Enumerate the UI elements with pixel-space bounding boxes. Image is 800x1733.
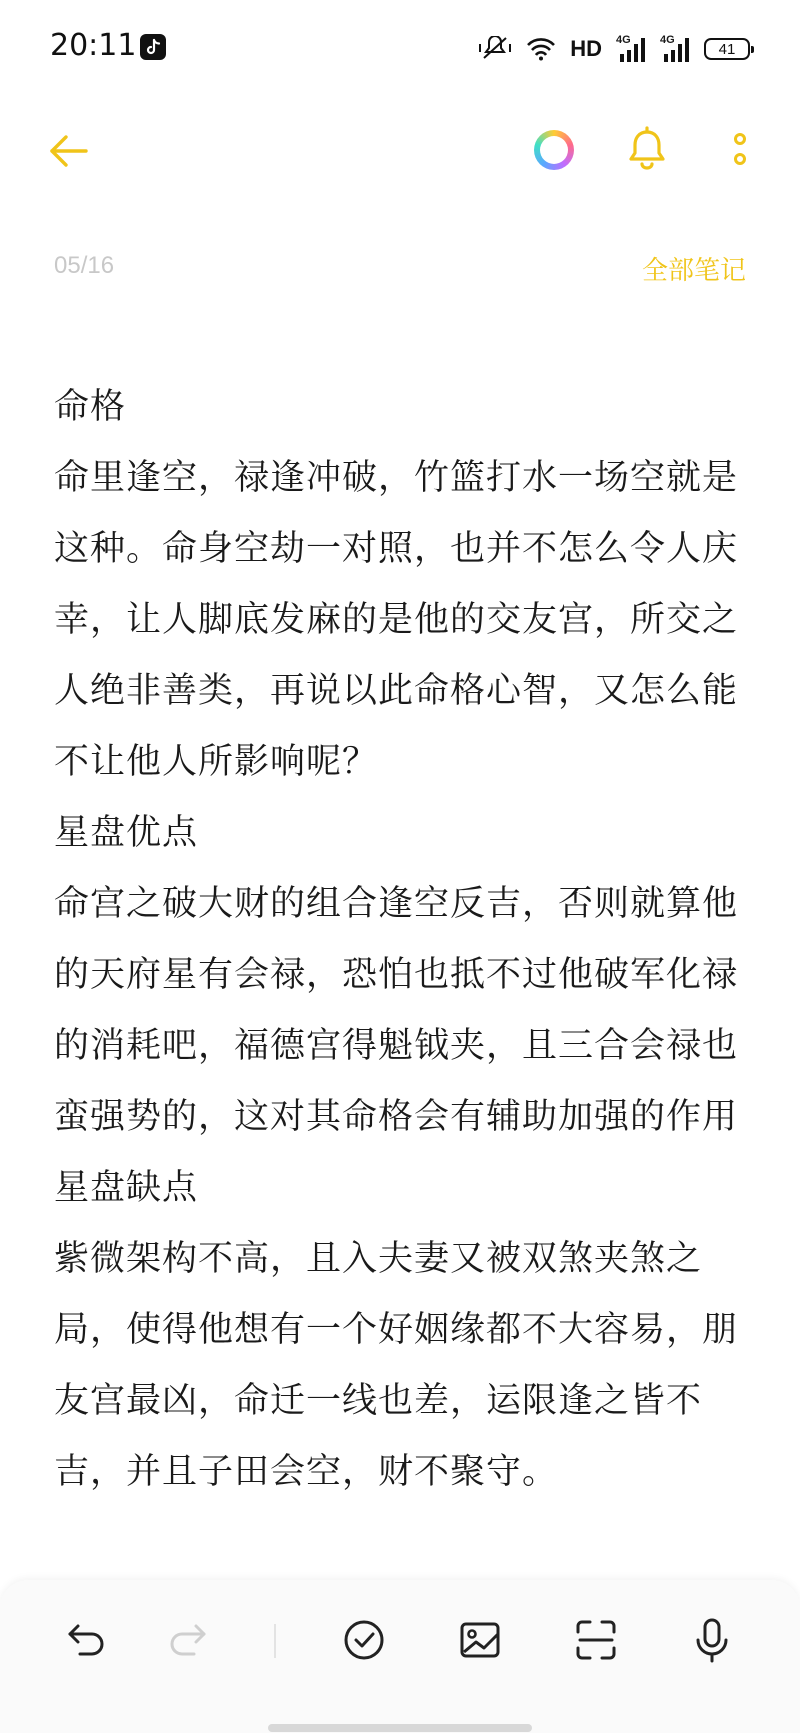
redo-icon (162, 1616, 210, 1664)
voice-input-button[interactable] (688, 1616, 736, 1664)
home-indicator[interactable] (268, 1724, 532, 1732)
reminder-button[interactable] (624, 126, 670, 172)
note-date: 05/16 (54, 252, 115, 279)
more-vertical-icon (728, 126, 752, 172)
redo-button[interactable] (162, 1616, 210, 1664)
back-button[interactable] (46, 128, 92, 174)
status-icons (478, 32, 750, 66)
status-bar (0, 0, 800, 100)
battery-icon (704, 38, 750, 60)
note-toolbar (0, 110, 800, 190)
image-icon (456, 1616, 504, 1664)
arrow-left-icon (46, 128, 92, 174)
note-heading-weaknesses: 星盘缺点 (54, 1168, 199, 1208)
note-paragraph: 命宫之破大财的组合逢空反吉，否则就算他的天府星有会禄，恐怕也抵不过他破军化禄的消耗吧，福德宫得魁钺夹，且三合会禄也蛮强势的，这对其命格会有辅助加强的作用 (54, 884, 739, 1137)
toolbar-divider (274, 1624, 276, 1658)
note-editor[interactable] (54, 372, 754, 1508)
scan-icon (572, 1616, 620, 1664)
edit-toolbar (0, 1580, 800, 1733)
note-heading-strengths: 星盘优点 (54, 813, 199, 853)
wifi-icon (526, 37, 556, 61)
signal-icon-1 (616, 36, 646, 62)
insert-image-button[interactable] (456, 1616, 504, 1664)
signal-icon-2 (660, 36, 690, 62)
tiktok-notification-icon (140, 34, 166, 60)
note-paragraph: 命里逢空，禄逢冲破，竹篮打水一场空就是这种。命身空劫一对照，也并不怎么令人庆幸，让人脚底发麻的是他的交友宫，所交之人绝非善类，再说以此命格心智，又怎么能不让他人所影响呢？ (54, 458, 739, 782)
all-notes-link[interactable]: 全部笔记 (641, 256, 746, 286)
color-ring-button[interactable] (534, 130, 574, 170)
checklist-button[interactable] (340, 1616, 388, 1664)
undo-button[interactable] (64, 1616, 112, 1664)
microphone-icon (688, 1616, 736, 1664)
signal2-label: 4G (660, 34, 675, 46)
scan-button[interactable] (572, 1616, 620, 1664)
bell-icon (624, 126, 670, 172)
signal1-label: 4G (616, 34, 631, 46)
more-options-button[interactable] (728, 126, 752, 172)
mute-vibrate-icon (478, 36, 512, 62)
hd-label: HD (570, 36, 602, 61)
status-time: 20:11 (50, 28, 137, 63)
battery-level: 41 (718, 40, 736, 58)
note-paragraph: 紫微架构不高，且入夫妻又被双煞夹煞之局，使得他想有一个好姻缘都不大容易，朋友宫最凶，命迁一线也差，运限逢之皆不吉，并且子田会空，财不聚守。 (54, 1239, 739, 1492)
checklist-icon (340, 1616, 388, 1664)
undo-icon (64, 1616, 112, 1664)
note-heading-minge: 命格 (54, 387, 127, 427)
